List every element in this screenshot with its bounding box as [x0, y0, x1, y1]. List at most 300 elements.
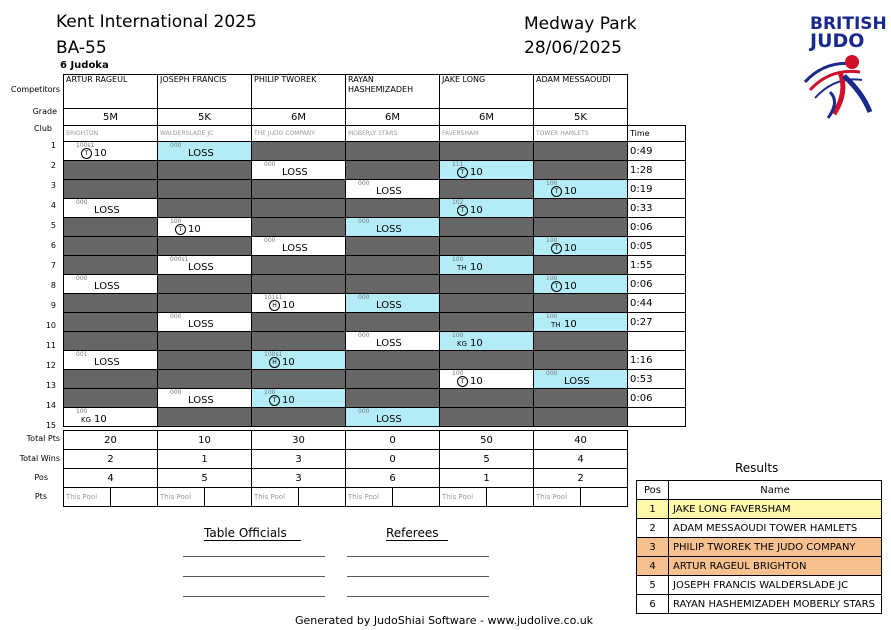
match-result: 10 [470, 205, 483, 216]
match-score: 100s1 [76, 142, 95, 149]
match-cell [534, 351, 628, 370]
match-row [64, 237, 686, 256]
match-score: 100 [452, 332, 464, 339]
pool-pts-cell [581, 488, 628, 507]
competitor-name: ARTUR RAGEUL [64, 75, 158, 109]
match-time: 1:55 [628, 256, 686, 275]
match-score: 000 [170, 389, 182, 396]
match-number: 1 [50, 141, 56, 150]
match-result: 10 [282, 300, 295, 311]
technique-symbol: T [457, 167, 468, 178]
competitors-label: Competitors [10, 85, 60, 94]
competitor-grade: 6M [440, 109, 534, 126]
match-cell [440, 370, 534, 389]
match-cell [158, 142, 252, 161]
competitor-club: FAVERSHAM [440, 126, 534, 142]
match-cell [440, 351, 534, 370]
match-score: 000 [546, 370, 558, 377]
competitor-club: THE JUDO COMPANY [252, 126, 346, 142]
match-cell [252, 180, 346, 199]
result-name: PHILIP TWOREK THE JUDO COMPANY [669, 538, 882, 557]
match-result: 10 [94, 414, 107, 425]
competitor-name-row [64, 75, 686, 109]
technique-symbol: T [551, 281, 562, 292]
match-result: LOSS [376, 186, 402, 197]
match-cell [64, 161, 158, 180]
match-result: 10 [470, 167, 483, 178]
match-result: 10 [282, 395, 295, 406]
competitor-name: RAYAN HASHEMIZADEH [346, 75, 440, 109]
match-result: LOSS [376, 224, 402, 235]
match-cell [346, 199, 440, 218]
match-cell [440, 294, 534, 313]
match-time: 0:05 [628, 237, 686, 256]
match-cell [252, 370, 346, 389]
results-pos-header: Pos [637, 481, 669, 500]
match-time: 0:06 [628, 275, 686, 294]
results-row [637, 519, 882, 538]
technique-symbol: T [457, 205, 468, 216]
technique-icon [457, 167, 468, 178]
results-row [637, 500, 882, 519]
technique-icon [269, 357, 280, 368]
match-result: LOSS [564, 376, 590, 387]
referees-heading: Referees [386, 526, 448, 541]
match-cell [64, 389, 158, 408]
match-number: 6 [50, 241, 56, 250]
match-cell [64, 313, 158, 332]
match-cell [252, 294, 346, 313]
competitor-pos: 4 [64, 469, 158, 488]
competitor-total-wins: 5 [440, 450, 534, 469]
match-result: 10 [94, 148, 107, 159]
match-score: 100 [76, 408, 88, 415]
referee-signature-line [347, 556, 489, 557]
technique-icon [269, 300, 280, 311]
match-cell [158, 408, 252, 427]
results-title: Results [735, 461, 779, 475]
match-cell [346, 351, 440, 370]
match-cell [64, 199, 158, 218]
match-cell [346, 370, 440, 389]
result-pos: 6 [637, 595, 669, 614]
match-result: 10 [564, 319, 577, 330]
match-cell [440, 275, 534, 294]
match-number: 2 [50, 161, 56, 170]
match-cell [534, 408, 628, 427]
match-cell [534, 142, 628, 161]
match-row [64, 161, 686, 180]
total-wins-row [64, 450, 628, 469]
match-result: 10 [470, 376, 483, 387]
technique-icon [175, 224, 186, 235]
competitor-total-wins: 0 [346, 450, 440, 469]
match-number: 9 [50, 301, 56, 310]
match-time: 0:19 [628, 180, 686, 199]
match-score: 000 [358, 332, 370, 339]
this-pool-label: This Pool [346, 488, 393, 507]
match-time: 0:44 [628, 294, 686, 313]
competitor-pos: 2 [534, 469, 628, 488]
match-row [64, 180, 686, 199]
match-cell [440, 161, 534, 180]
match-cell [158, 294, 252, 313]
technique-icon [269, 395, 280, 406]
match-cell [346, 180, 440, 199]
match-score: 101s1 [264, 294, 283, 301]
match-cell [440, 313, 534, 332]
match-time [628, 332, 686, 351]
grade-row [64, 109, 686, 126]
technique-icon [457, 264, 467, 272]
match-cell [158, 275, 252, 294]
total-pts-row [64, 431, 628, 450]
match-score: 000 [170, 142, 182, 149]
match-score: 100 [264, 389, 276, 396]
match-cell [158, 313, 252, 332]
competitor-club: WALDERSLADE JC [158, 126, 252, 142]
match-result: 10 [564, 186, 577, 197]
venue: Medway Park [524, 14, 637, 34]
official-signature-line [183, 576, 325, 577]
match-cell [440, 237, 534, 256]
match-score: 000 [170, 313, 182, 320]
technique-symbol: KG [81, 416, 92, 424]
pos-label: Pos [34, 473, 48, 482]
match-row [64, 408, 686, 427]
club-label: Club [34, 124, 52, 133]
match-cell [158, 370, 252, 389]
result-pos: 1 [637, 500, 669, 519]
match-result: LOSS [188, 148, 214, 159]
match-cell [534, 237, 628, 256]
competitor-name: JAKE LONG [440, 75, 534, 109]
match-cell [534, 275, 628, 294]
official-signature-line [183, 556, 325, 557]
pool-pts-cell [393, 488, 440, 507]
results-row [637, 557, 882, 576]
match-time: 0:49 [628, 142, 686, 161]
competitor-name: ADAM MESSAOUDI [534, 75, 628, 109]
competitor-total-pts: 0 [346, 431, 440, 450]
match-cell [64, 275, 158, 294]
footer-credit: Generated by JudoShiai Software - www.judolive.co.uk [295, 614, 594, 627]
match-cell [534, 218, 628, 237]
match-cell [534, 180, 628, 199]
match-cell [158, 237, 252, 256]
match-score: 100 [546, 237, 558, 244]
match-score: 000 [76, 275, 88, 282]
match-cell [346, 294, 440, 313]
match-cell [440, 218, 534, 237]
match-cell [158, 180, 252, 199]
match-cell [252, 256, 346, 275]
match-result: LOSS [282, 167, 308, 178]
competitor-pos: 1 [440, 469, 534, 488]
match-cell [252, 351, 346, 370]
match-cell [252, 161, 346, 180]
match-score: 000 [76, 199, 88, 206]
results-row [637, 576, 882, 595]
pool-pts-cell [487, 488, 534, 507]
match-cell [440, 389, 534, 408]
match-cell [252, 199, 346, 218]
match-time: 0:33 [628, 199, 686, 218]
event-title: Kent International 2025 [56, 12, 257, 32]
competitor-total-pts: 40 [534, 431, 628, 450]
technique-symbol: T [551, 186, 562, 197]
official-signature-line [183, 596, 325, 597]
match-number: 5 [50, 221, 56, 230]
match-cell [158, 256, 252, 275]
match-cell [346, 313, 440, 332]
match-cell [440, 142, 534, 161]
match-cell [346, 161, 440, 180]
result-name: JOSEPH FRANCIS WALDERSLADE JC [669, 576, 882, 595]
match-cell [252, 275, 346, 294]
match-cell [158, 351, 252, 370]
match-result: LOSS [94, 281, 120, 292]
match-result: LOSS [94, 357, 120, 368]
match-row [64, 332, 686, 351]
totals-table [63, 430, 628, 507]
competitor-club: MOBERLY STARS [346, 126, 440, 142]
match-row [64, 256, 686, 275]
results-row [637, 595, 882, 614]
match-result: LOSS [188, 395, 214, 406]
match-cell [534, 389, 628, 408]
match-time: 0:06 [628, 218, 686, 237]
event-date: 28/06/2025 [524, 38, 622, 58]
technique-icon [457, 376, 468, 387]
match-cell [440, 332, 534, 351]
match-cell [346, 142, 440, 161]
competitor-grade: 6M [252, 109, 346, 126]
technique-icon [81, 416, 91, 424]
match-result: 10 [470, 262, 483, 273]
match-score: 000 [358, 180, 370, 187]
competitor-total-wins: 1 [158, 450, 252, 469]
technique-symbol: T [81, 148, 92, 159]
pool-pts-cell [299, 488, 346, 507]
technique-symbol: T [269, 395, 280, 406]
match-time: 0:06 [628, 389, 686, 408]
match-cell [252, 408, 346, 427]
competitor-pos: 6 [346, 469, 440, 488]
match-score: 000 [358, 294, 370, 301]
competitor-pos: 3 [252, 469, 346, 488]
match-cell [64, 218, 158, 237]
result-pos: 3 [637, 538, 669, 557]
match-cell [534, 313, 628, 332]
match-cell [534, 199, 628, 218]
category-title: BA-55 [56, 38, 107, 58]
total-wins-label: Total Wins [19, 454, 60, 463]
match-cell [346, 218, 440, 237]
match-score: 100 [546, 313, 558, 320]
match-cell [252, 389, 346, 408]
competitor-total-pts: 30 [252, 431, 346, 450]
match-cell [64, 408, 158, 427]
logo-line1: BRITISH [810, 14, 887, 34]
match-cell [64, 370, 158, 389]
technique-icon [457, 340, 467, 348]
match-cell [252, 313, 346, 332]
match-cell [158, 199, 252, 218]
pos-row [64, 469, 628, 488]
match-result: 10 [564, 243, 577, 254]
referee-signature-line [347, 596, 489, 597]
match-time: 0:27 [628, 313, 686, 332]
technique-symbol: KG [457, 340, 468, 348]
match-cell [440, 199, 534, 218]
match-cell [64, 180, 158, 199]
match-time: 0:53 [628, 370, 686, 389]
match-result: LOSS [94, 205, 120, 216]
match-row [64, 351, 686, 370]
pool-pts-cell [111, 488, 158, 507]
technique-icon [81, 148, 92, 159]
match-cell [440, 256, 534, 275]
match-number: 15 [45, 421, 56, 430]
match-cell [534, 370, 628, 389]
match-cell [64, 256, 158, 275]
technique-symbol: H [269, 300, 280, 311]
blank-cell [628, 75, 686, 109]
match-number: 13 [45, 381, 56, 390]
match-result: 10 [470, 338, 483, 349]
match-result: 10 [188, 224, 201, 235]
match-cell [158, 218, 252, 237]
match-number: 4 [50, 201, 56, 210]
match-score: 000 [358, 218, 370, 225]
pts-row [64, 488, 628, 507]
match-cell [64, 332, 158, 351]
match-time: 1:28 [628, 161, 686, 180]
match-number: 10 [45, 321, 56, 330]
match-cell [64, 294, 158, 313]
match-row [64, 294, 686, 313]
this-pool-label: This Pool [534, 488, 581, 507]
match-score: 000 [264, 237, 276, 244]
blank-cell [628, 109, 686, 126]
match-result: LOSS [376, 338, 402, 349]
british-judo-logo [800, 14, 887, 124]
match-cell [534, 256, 628, 275]
match-result: LOSS [188, 262, 214, 273]
match-row [64, 313, 686, 332]
match-cell [64, 142, 158, 161]
match-score: 100s1 [264, 351, 283, 358]
total-pts-label: Total Pts [26, 434, 60, 443]
match-row [64, 389, 686, 408]
results-table [636, 480, 882, 614]
results-header-row [637, 481, 882, 500]
match-cell [346, 332, 440, 351]
match-time [628, 408, 686, 427]
result-pos: 5 [637, 576, 669, 595]
technique-symbol: T [551, 243, 562, 254]
match-cell [346, 275, 440, 294]
match-row [64, 142, 686, 161]
match-score: 100 [452, 256, 464, 263]
technique-symbol: T [457, 376, 468, 387]
competitor-grade: 5M [64, 109, 158, 126]
match-row [64, 218, 686, 237]
match-result: LOSS [188, 319, 214, 330]
match-number: 7 [50, 261, 56, 270]
technique-symbol: TH [551, 321, 561, 329]
technique-icon [551, 321, 561, 329]
match-cell [440, 408, 534, 427]
result-name: ARTUR RAGEUL BRIGHTON [669, 557, 882, 576]
match-cell [64, 237, 158, 256]
competitor-total-wins: 3 [252, 450, 346, 469]
competitor-grade: 5K [534, 109, 628, 126]
match-result: 10 [282, 357, 295, 368]
match-score: 111 [452, 161, 464, 168]
match-cell [158, 332, 252, 351]
competitor-grade: 6M [346, 109, 440, 126]
technique-symbol: TH [457, 264, 467, 272]
match-cell [440, 180, 534, 199]
match-score: 100 [170, 218, 182, 225]
match-score: 000s1 [170, 256, 189, 263]
competitor-total-wins: 4 [534, 450, 628, 469]
match-score: 001 [76, 351, 88, 358]
match-score: 000 [264, 161, 276, 168]
match-result: LOSS [376, 414, 402, 425]
match-number: 3 [50, 181, 56, 190]
match-cell [252, 142, 346, 161]
competitor-name: JOSEPH FRANCIS [158, 75, 252, 109]
result-pos: 2 [637, 519, 669, 538]
match-cell [346, 389, 440, 408]
technique-icon [551, 281, 562, 292]
technique-icon [551, 186, 562, 197]
results-row [637, 538, 882, 557]
match-row [64, 370, 686, 389]
match-cell [346, 256, 440, 275]
technique-symbol: T [175, 224, 186, 235]
club-row [64, 126, 686, 142]
match-number: 11 [45, 341, 56, 350]
match-cell [534, 332, 628, 351]
pool-grid [63, 74, 686, 427]
this-pool-label: This Pool [158, 488, 205, 507]
match-result: LOSS [376, 300, 402, 311]
competitor-total-pts: 20 [64, 431, 158, 450]
results-name-header: Name [669, 481, 882, 500]
result-pos: 4 [637, 557, 669, 576]
match-cell [252, 332, 346, 351]
match-cell [252, 237, 346, 256]
competitor-total-pts: 50 [440, 431, 534, 450]
match-cell [252, 218, 346, 237]
this-pool-label: This Pool [252, 488, 299, 507]
competitor-club: BRIGHTON [64, 126, 158, 142]
match-score: 102 [452, 199, 464, 206]
match-cell [346, 237, 440, 256]
judoka-count: 6 Judoka [60, 60, 109, 71]
time-header: Time [628, 126, 686, 142]
pool-pts-cell [205, 488, 252, 507]
match-cell [534, 161, 628, 180]
match-number: 8 [50, 281, 56, 290]
competitor-club: TOWER HAMLETS [534, 126, 628, 142]
match-cell [158, 161, 252, 180]
competitor-total-wins: 2 [64, 450, 158, 469]
